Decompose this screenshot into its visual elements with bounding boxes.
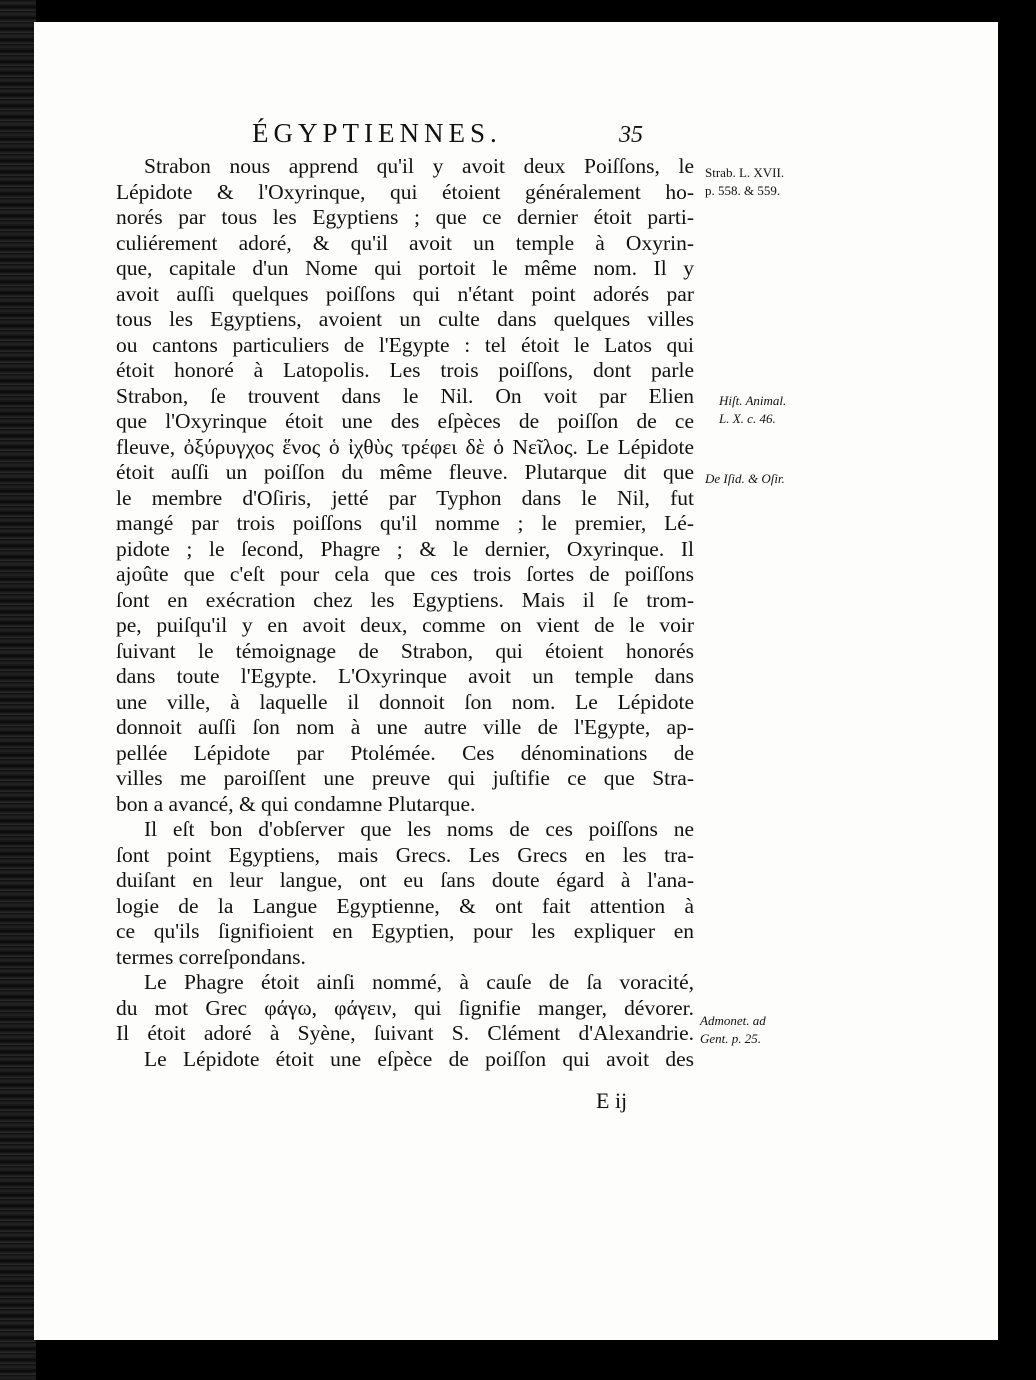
- text-line: Il étoit adoré à Syène, ſuivant S. Clément d'Alexandrie.: [116, 1021, 694, 1045]
- text-line: donnoit auſſi ſon nom à une autre ville de l'Egypte, ap-: [116, 715, 694, 739]
- text-line: du mot Grec φάγω, φάγειν, qui ſignifie manger, dévorer.: [116, 995, 694, 1020]
- text-line: Le Phagre étoit ainſi nommé, à cauſe de ſa voracité,: [144, 970, 694, 994]
- marginal-note-line: L. X. c. 46.: [719, 411, 776, 426]
- running-title: ÉGYPTIENNES.: [252, 118, 502, 148]
- text-line: Le Lépidote étoit une eſpèce de poiſſon qui avoit des: [144, 1046, 694, 1071]
- scan-edge: [0, 0, 36, 1380]
- signature-mark: E ij: [596, 1088, 628, 1113]
- marginal-note-line: Strab. L. XVII.: [705, 165, 785, 180]
- marginal-note-line: Hiſt. Animal.: [719, 393, 787, 408]
- marginal-note-plutarque: [705, 470, 855, 488]
- marginal-note-strabon: [705, 164, 855, 200]
- text-line: ou cantons particuliers de l'Egypte : tel étoit le Latos qui: [116, 332, 694, 357]
- marginal-note-clement: [700, 1012, 850, 1048]
- marginal-note-line: Gent. p. 25.: [700, 1031, 762, 1046]
- text-line: bon a avancé, & qui condamne Plutarque.: [116, 791, 476, 816]
- text-line: pe, puiſqu'il y en avoit deux, comme on vient de le voir: [116, 613, 694, 637]
- marginal-note-line: p. 558. & 559.: [705, 183, 781, 198]
- text-line: Il eſt bon d'obſerver que les noms de ces poiſſons ne: [144, 817, 694, 841]
- text-line: étoit honoré à Latopolis. Les trois poiſſons, dont parle: [116, 358, 694, 382]
- text-line: ce qu'ils ſignifioient en Egyptien, pour les expliquer en: [116, 919, 694, 943]
- body-text: [116, 154, 694, 1072]
- text-line: le membre d'Oſiris, jetté par Typhon dans le Nil, fut: [116, 485, 694, 510]
- text-line: avoit auſſi quelques poiſſons qui n'étant point adorés par: [116, 281, 694, 306]
- text-line: Strabon nous apprend qu'il y avoit deux Poiſſons, le: [144, 154, 694, 178]
- text-line: ſuivant le témoignage de Strabon, qui étoient honorés: [116, 638, 694, 663]
- text-line: que, capitale d'un Nome qui portoit le même nom. Il y: [116, 256, 694, 280]
- text-line: pellée Lépidote par Ptolémée. Ces dénominations de: [116, 740, 694, 765]
- marginal-note-elien: [719, 392, 869, 428]
- text-line: mangé par trois poiſſons qu'il nomme ; le premier, Lé-: [116, 511, 694, 535]
- text-line: villes me paroiſſent une preuve qui juſtifie ce que Stra-: [116, 766, 694, 790]
- text-line: norés par tous les Egyptiens ; que ce dernier étoit parti-: [116, 205, 694, 229]
- text-line: tous les Egyptiens, avoient un culte dans quelques villes: [116, 307, 694, 331]
- text-line: ajoûte que c'eſt pour cela que ces trois ſortes de poiſſons: [116, 562, 694, 586]
- text-line: logie de la Langue Egyptienne, & ont fait attention à: [116, 893, 694, 918]
- text-line: ſont en exécration chez les Egyptiens. Mais il ſe trom-: [116, 587, 694, 612]
- text-line: une ville, à laquelle il donnoit ſon nom. Le Lépidote: [116, 689, 694, 714]
- text-line: termes correſpondans.: [116, 944, 306, 969]
- text-line: Lépidote & l'Oxyrinque, qui étoient généralement ho-: [116, 179, 694, 204]
- text-line: Strabon, ſe trouvent dans le Nil. On voit par Elien: [116, 383, 694, 408]
- text-line: culiérement adoré, & qu'il avoit un temple à Oxyrin-: [116, 230, 694, 255]
- marginal-note-line: De Iſid. & Oſir.: [705, 471, 785, 486]
- page-number: 35: [619, 122, 643, 148]
- text-line: étoit auſſi un poiſſon du même fleuve. Plutarque dit que: [116, 460, 694, 484]
- text-line: fleuve, ὀξύρυγχος ἕνος ὁ ἰχθὺς τρέφει δὲ ὁ Νεῖλος. Le Lépidote: [116, 434, 694, 459]
- text-line: dans toute l'Egypte. L'Oxyrinque avoit un temple dans: [116, 664, 694, 688]
- text-line: que l'Oxyrinque étoit une des eſpèces de poiſſon de ce: [116, 409, 694, 433]
- marginal-note-line: Admonet. ad: [700, 1013, 766, 1028]
- text-line: duiſant en leur langue, ont eu ſans doute égard à l'ana-: [116, 868, 694, 892]
- running-header: [252, 118, 672, 158]
- text-line: ſont point Egyptiens, mais Grecs. Les Grecs en les tra-: [116, 842, 694, 867]
- text-line: pidote ; le ſecond, Phagre ; & le dernier, Oxyrinque. Il: [116, 536, 694, 561]
